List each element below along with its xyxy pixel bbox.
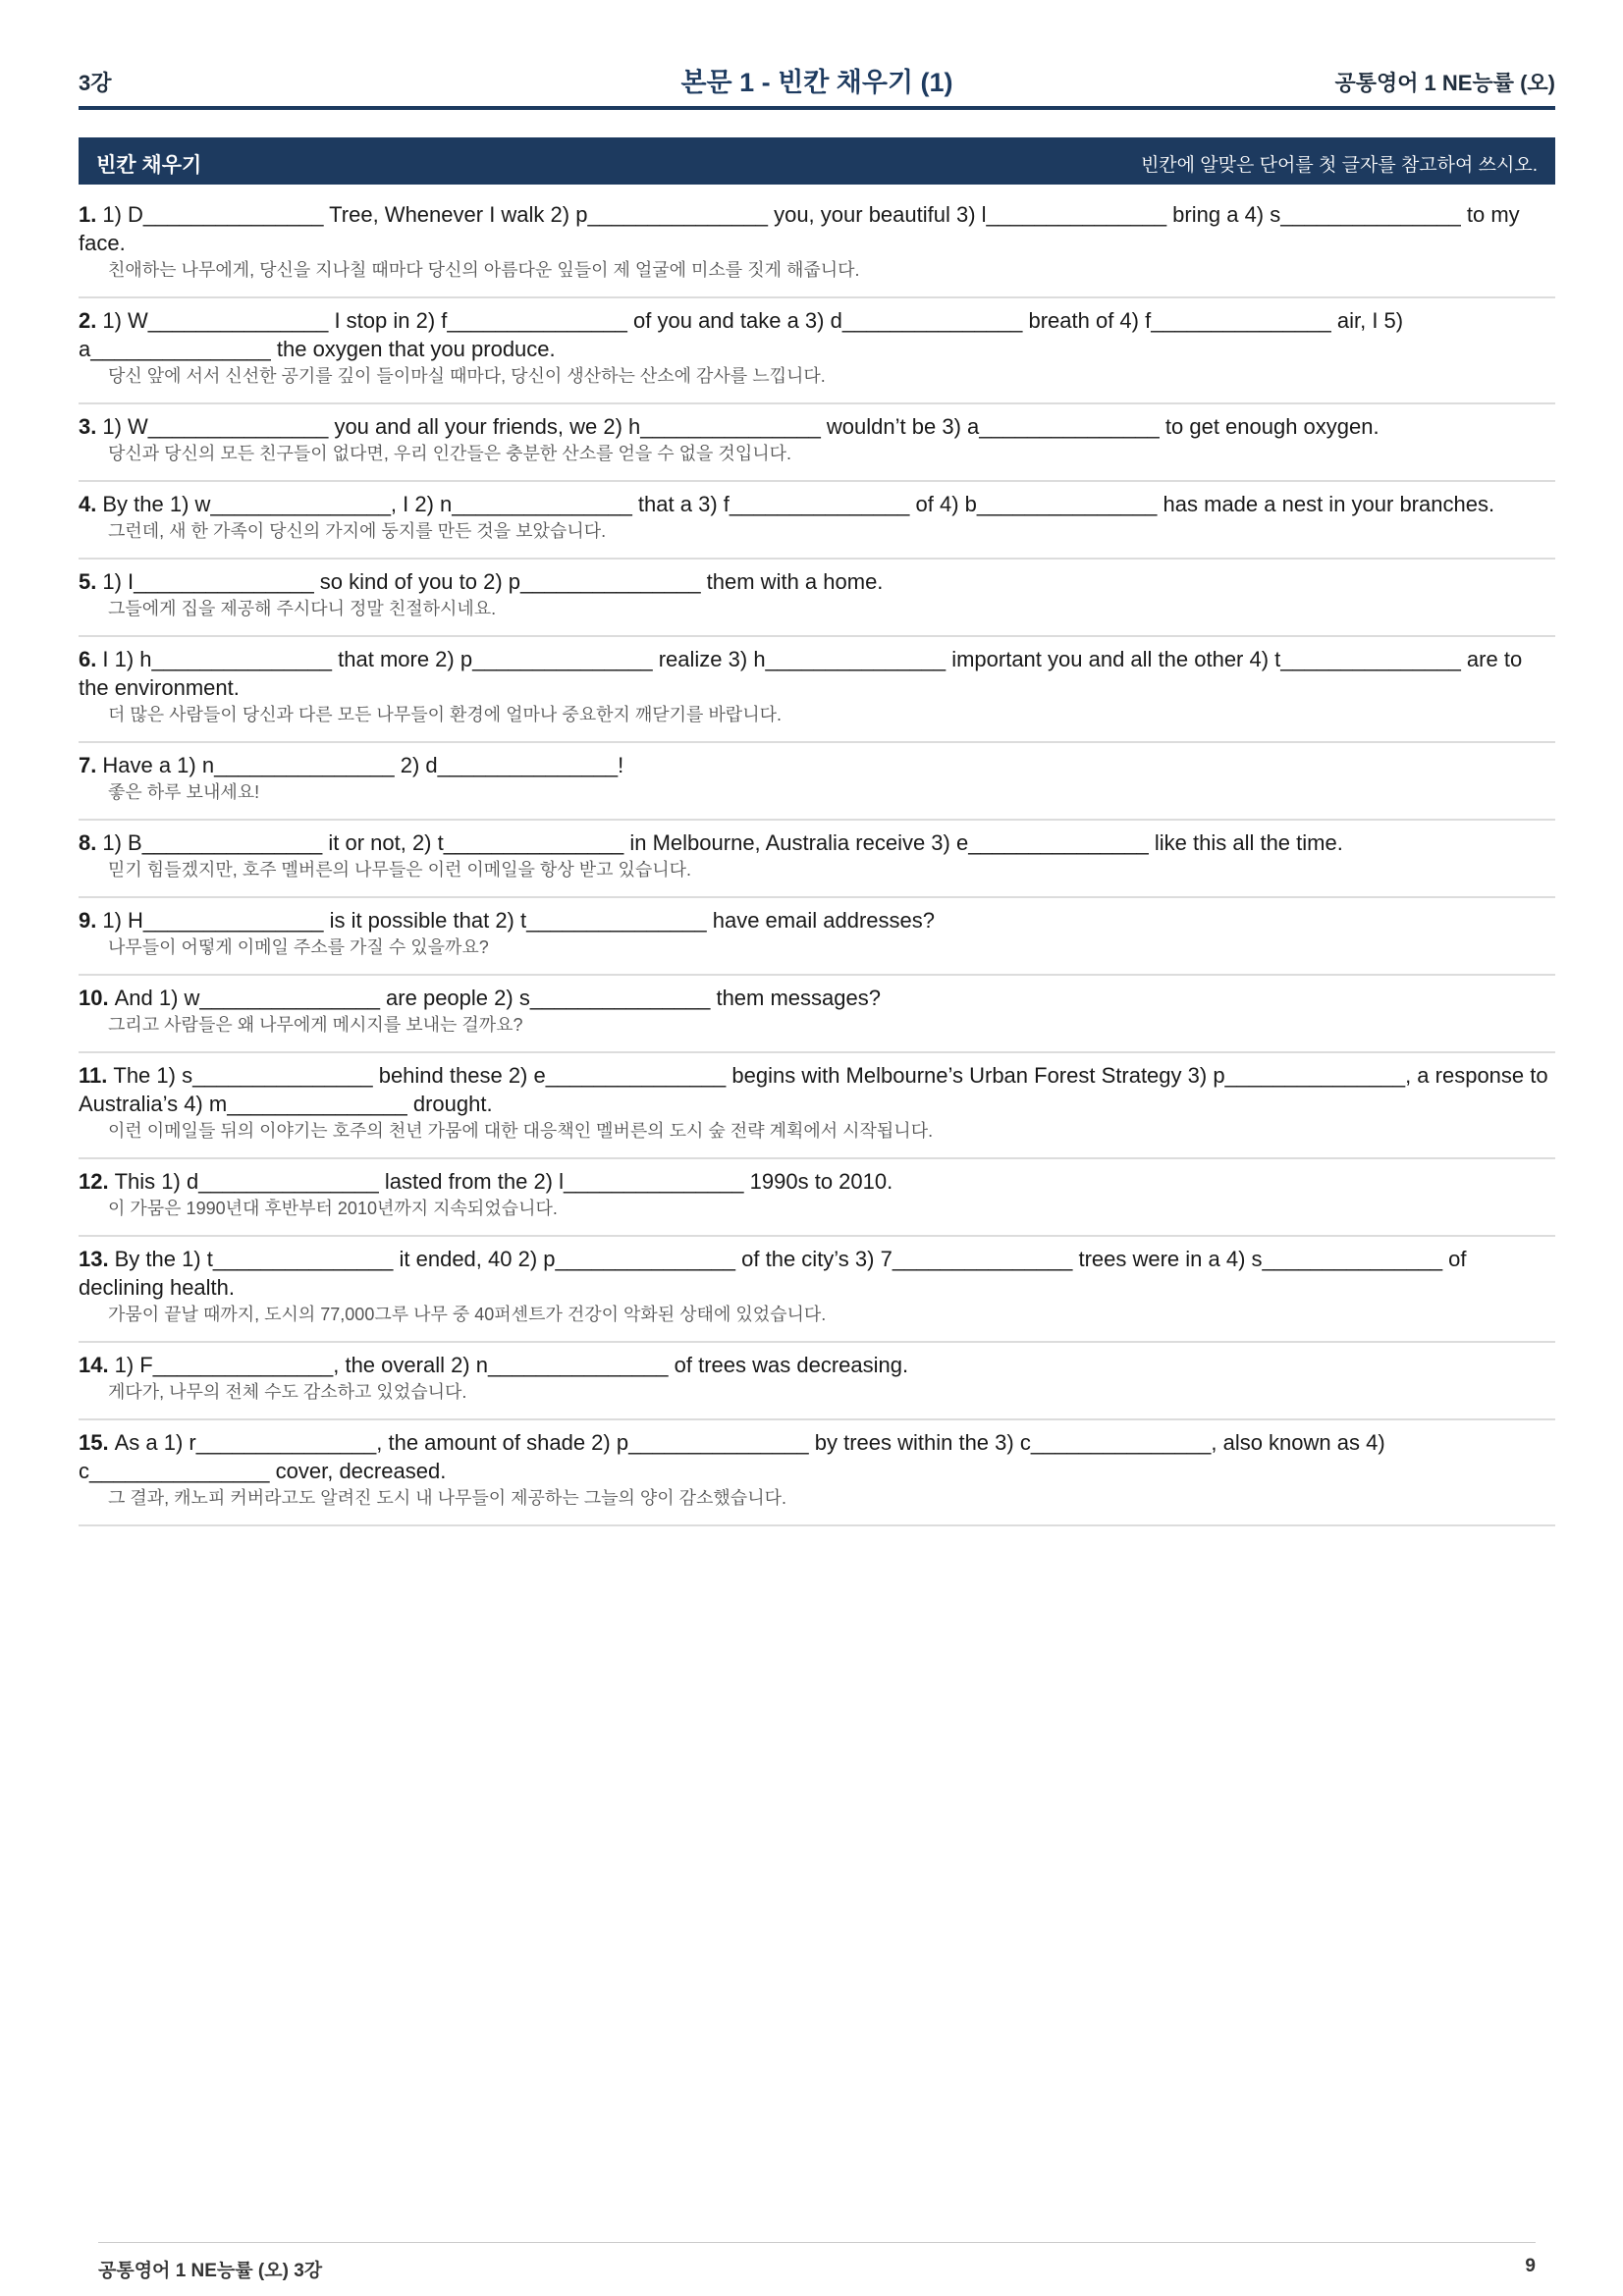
- question-english: [79, 200, 1555, 257]
- question-number: 9.: [79, 908, 97, 933]
- question-translation: 친애하는 나무에게, 당신을 지나칠 때마다 당신의 아름다운 잎들이 제 얼굴에 미소를 짓게 해줍니다.: [108, 260, 860, 280]
- question-text: 1) I_______________ so kind of you to 2) p_______________ them with a home.: [102, 569, 884, 594]
- question-item-1: [79, 192, 1555, 298]
- question-english: [79, 306, 1555, 363]
- section-title: 빈칸 채우기: [96, 154, 202, 177]
- question-text: This 1) d_______________ lasted from the 2) l_______________ 1990s to 2010.: [114, 1169, 893, 1194]
- question-english: [79, 828, 1555, 857]
- question-translation: 이 가뭄은 1990년대 후반부터 2010년까지 지속되었습니다.: [108, 1199, 558, 1218]
- question-english: [79, 645, 1555, 702]
- question-translation: 그런데, 새 한 가족이 당신의 가지에 둥지를 만든 것을 보았습니다.: [108, 521, 607, 541]
- question-item-14: [79, 1343, 1555, 1420]
- question-translation: 당신 앞에 서서 신선한 공기를 깊이 들이마실 때마다, 당신이 생산하는 산소에 감사를 느낍니다.: [108, 366, 826, 386]
- question-text: By the 1) t_______________ it ended, 40 2) p_______________ of the city’s 3) 7_______________ trees were in a 4) s_______________ of declining health.: [79, 1247, 1467, 1300]
- question-number: 7.: [79, 753, 97, 777]
- question-text: Have a 1) n_______________ 2) d_______________!: [102, 753, 624, 777]
- question-number: 14.: [79, 1353, 109, 1377]
- worksheet-page: [79, 0, 1555, 2296]
- question-number: 10.: [79, 986, 109, 1010]
- question-translation: 그리고 사람들은 왜 나무에게 메시지를 보내는 걸까요?: [108, 1015, 523, 1035]
- question-number: 6.: [79, 647, 97, 671]
- question-translation: 가뭄이 끝날 때까지, 도시의 77,000그루 나무 중 40퍼센트가 건강이 악화된 상태에 있었습니다.: [108, 1305, 827, 1324]
- textbook-label: 공통영어 1 NE능률 (오): [1334, 71, 1555, 95]
- question-text: 1) D_______________ Tree, Whenever I walk 2) p_______________ you, your beautiful 3) l_______________ bring a 4) s_______________ to my face.: [79, 202, 1520, 255]
- page-header: [79, 61, 1555, 100]
- footer-divider: [98, 2242, 1536, 2243]
- question-number: 13.: [79, 1247, 109, 1271]
- question-item-13: [79, 1237, 1555, 1343]
- question-translation: 이런 이메일들 뒤의 이야기는 호주의 천년 가뭄에 대한 대응책인 멜버른의 도시 숲 전략 계획에서 시작됩니다.: [108, 1121, 934, 1141]
- question-item-2: [79, 298, 1555, 404]
- question-number: 4.: [79, 492, 97, 516]
- question-item-3: [79, 404, 1555, 482]
- question-text: 1) H_______________ is it possible that 2) t_______________ have email addresses?: [102, 908, 935, 933]
- question-item-15: [79, 1420, 1555, 1526]
- question-english: [79, 1351, 1555, 1379]
- question-item-4: [79, 482, 1555, 560]
- question-number: 11.: [79, 1063, 108, 1088]
- section-banner: [79, 137, 1555, 185]
- question-english: [79, 567, 1555, 596]
- question-number: 15.: [79, 1430, 109, 1455]
- question-text: 1) W_______________ I stop in 2) f_______________ of you and take a 3) d_______________ breath of 4) f_______________ air, I 5) a_______________ the oxygen that you produce.: [79, 308, 1404, 361]
- question-text: By the 1) w_______________, I 2) n_______________ that a 3) f_______________ of 4) b_______________ has made a nest in your branches.: [102, 492, 1495, 516]
- header-divider: [79, 106, 1555, 110]
- question-list: [79, 192, 1555, 1526]
- page-title: 본문 1 - 빈칸 채우기 (1): [680, 68, 953, 97]
- question-translation: 좋은 하루 보내세요!: [108, 782, 260, 802]
- question-number: 8.: [79, 830, 97, 855]
- question-translation: 그 결과, 캐노피 커버라고도 알려진 도시 내 나무들이 제공하는 그늘의 양이 감소했습니다.: [108, 1488, 786, 1508]
- question-english: [79, 1167, 1555, 1196]
- question-text: 1) B_______________ it or not, 2) t_______________ in Melbourne, Australia receive 3) e_______________ like this all the time.: [102, 830, 1343, 855]
- question-english: [79, 751, 1555, 779]
- question-number: 3.: [79, 414, 97, 439]
- question-item-8: [79, 821, 1555, 898]
- lesson-label: 3강: [79, 71, 112, 95]
- question-text: 1) F_______________, the overall 2) n_______________ of trees was decreasing.: [114, 1353, 909, 1377]
- question-number: 2.: [79, 308, 97, 333]
- question-text: As a 1) r_______________, the amount of shade 2) p_______________ by trees within the 3) c_______________, also known as 4) c_______________ cover, decreased.: [79, 1430, 1385, 1483]
- question-item-5: [79, 560, 1555, 637]
- page-number: 9: [1525, 2256, 1536, 2276]
- question-translation: 더 많은 사람들이 당신과 다른 모든 나무들이 환경에 얼마나 중요한지 깨닫기를 바랍니다.: [108, 705, 782, 724]
- question-text: And 1) w_______________ are people 2) s_______________ them messages?: [114, 986, 881, 1010]
- question-translation: 게다가, 나무의 전체 수도 감소하고 있었습니다.: [108, 1382, 467, 1402]
- question-item-9: [79, 898, 1555, 976]
- question-translation: 믿기 힘들겠지만, 호주 멜버른의 나무들은 이런 이메일을 항상 받고 있습니다.: [108, 860, 692, 880]
- question-english: [79, 490, 1555, 518]
- question-translation: 나무들이 어떻게 이메일 주소를 가질 수 있을까요?: [108, 937, 489, 957]
- question-english: [79, 984, 1555, 1012]
- question-english: [79, 906, 1555, 934]
- section-instruction: 빈칸에 알맞은 단어를 첫 글자를 참고하여 쓰시오.: [1140, 155, 1538, 176]
- question-text: 1) W_______________ you and all your friends, we 2) h_______________ wouldn’t be 3) a_______________ to get enough oxygen.: [102, 414, 1380, 439]
- question-number: 5.: [79, 569, 97, 594]
- question-english: [79, 1428, 1555, 1485]
- question-english: [79, 1061, 1555, 1118]
- question-text: The 1) s_______________ behind these 2) e_______________ begins with Melbourne’s Urban Forest Strategy 3) p_______________, a response to Australia’s 4) m_______________ drought.: [79, 1063, 1548, 1116]
- question-item-7: [79, 743, 1555, 821]
- question-translation: 그들에게 집을 제공해 주시다니 정말 친절하시네요.: [108, 599, 497, 618]
- question-item-11: [79, 1053, 1555, 1159]
- question-english: [79, 412, 1555, 441]
- question-item-12: [79, 1159, 1555, 1237]
- question-number: 1.: [79, 202, 97, 227]
- footer-label: 공통영어 1 NE능률 (오) 3강: [98, 2261, 323, 2281]
- question-item-10: [79, 976, 1555, 1053]
- question-english: [79, 1245, 1555, 1302]
- question-number: 12.: [79, 1169, 109, 1194]
- question-item-6: [79, 637, 1555, 743]
- question-text: I 1) h_______________ that more 2) p_______________ realize 3) h_______________ important you and all the other 4) t_______________ are to the environment.: [79, 647, 1523, 700]
- question-translation: 당신과 당신의 모든 친구들이 없다면, 우리 인간들은 충분한 산소를 얻을 수 없을 것입니다.: [108, 444, 791, 463]
